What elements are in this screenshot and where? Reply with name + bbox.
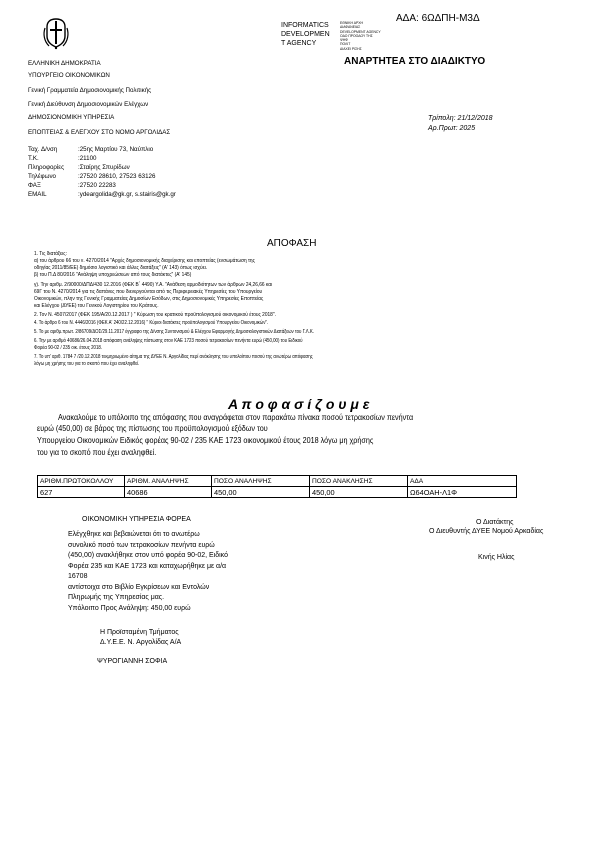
- ida-small-line: ΟΔΟ ΠΡΟΟΔΟΥ ΤΗΣ: [340, 33, 373, 38]
- consideration-line: οδηγίας 2011/85/ΕΕ) δημόσιο λογιστικό και άλλες διατάξεις" (Α' 143) όπως ισχύει.: [34, 265, 208, 271]
- table-header-cell: ΑΡΙΘΜ.ΠΡΩΤΟΚΟΛΛΟΥ: [38, 476, 125, 487]
- table-cell: Ω64ΟΑΗ-Λ1Φ: [408, 487, 517, 498]
- consideration-line: 4. Το άρθρο 6 του Ν. 4446/2016 (ΦΕΚ Α' 240/22.12.2016) " Κύριοι διατάκτες προϋπολογισμού Υπουργείου Οικονομικών".: [34, 320, 269, 326]
- date-line: Τρίπολη: 21/12/2018: [428, 115, 493, 122]
- signer-name: Κινής Ηλίας: [478, 554, 515, 561]
- ida-small-line: DEVELOPMENT AGENCY: [340, 29, 381, 34]
- contact-row: EMAIL :ydeargolida@gk.gr, s.stairis@gk.gr: [28, 191, 176, 198]
- service-line: συνολικό ποσό των τετρακοσίων πενήντα ευρώ: [68, 541, 215, 549]
- head-role: Δ.Υ.Ε.Ε. Ν. Αργολίδας Α/Α: [100, 639, 182, 646]
- consideration-line: 5. Το με αριθμ.πρωτ. 2/86709/ΔΟΣ/29.11.2017 έγγραφο της Δ/νσης Συντονισμού & Ελέγχου Εφαρμογής Δημοσιολογιστικών Διατάξεων του Γ.Λ.Κ.: [34, 329, 315, 335]
- considerations-block: [34, 251, 276, 319]
- table-cell: 627: [38, 487, 125, 498]
- signer-role: Ο Διευθυντής ΔΥΕΕ Νομού Αρκαδίας: [429, 528, 544, 535]
- consideration-line: 6. Την με αριθμό 40686/26.04.2018 απόφαση ανάληψης πίστωσης στον ΚΑΕ 1723 ποσού τετρακοσίων πενήντα ευρώ (450,00) του Ειδικού: [34, 338, 303, 344]
- consideration-line: λόγω μη χρήσης του για το σκοπό που έχει αναληφθεί.: [34, 361, 140, 367]
- header-line: ΕΠΟΠΤΕΙΑΣ & ΕΛΕΓΧΟΥ ΣΤΟ ΝΟΜΟ ΑΡΓΟΛΙΔΑΣ: [28, 129, 171, 136]
- service-line: 16708: [68, 573, 88, 580]
- posted-label: ΑΝΑΡΤΗΤΕΑ ΣΤΟ ΔΙΑΔΙΚΤΥΟ: [344, 56, 486, 67]
- consideration-line: Φορέα 90-02 / 235 οικ. έτους 2018.: [34, 345, 103, 351]
- table-header-cell: ΑΡΙΘΜ. ΑΝΑΛΗΨΗΣ: [125, 476, 212, 487]
- consideration-line: γ). Την αριθμ. 2/90000/ΔΠΔ/430 12.2016 (ΦΕΚ Β΄ 4490) Υ.Α. "Ανάθεση αρμοδιότητων των άρθρων 24,26,66 και: [34, 282, 273, 288]
- consideration-line: Οικονομικών, πλην της Γενικής Γραμματείας Δημοσίων Εσόδων, στις Δημοσιονομικές Υπηρεσίες Εποπτείας: [34, 296, 264, 302]
- table-header-row: [38, 476, 517, 487]
- ida-small-line: ΔΙΑΦΑΝΕΙΑΣ: [340, 25, 361, 30]
- decide-line: ευρώ (450,00) σε βάρος της πίστωσης του προϋπολογισμού εξόδων του: [37, 424, 268, 433]
- ada-code: ΑΔΑ: 6ΩΔΠΗ-Μ3Δ: [396, 13, 480, 24]
- head-role: Η Προϊσταμένη Τμήματος: [100, 629, 179, 636]
- table-header-cell: ΠΟΣΟ ΑΝΑΛΗΨΗΣ: [212, 476, 310, 487]
- table-cell: 40686: [125, 487, 212, 498]
- ida-line: T AGENCY: [281, 40, 317, 47]
- ida-small-line: ΔΙΑΧΕΙ ΡΙΣΗΣ: [340, 46, 362, 51]
- contact-row: Ταχ. Δ/νση :25ης Μαρτίου 73, Ναύπλιο: [28, 146, 154, 153]
- service-line: (450,00) ανακλήθηκε στον υπό φορέα 90-02, Ειδικό: [68, 552, 228, 559]
- contact-row: Τ.Κ. :21100: [28, 155, 97, 162]
- considerations-block-2: [34, 320, 314, 368]
- service-block: [68, 530, 228, 614]
- contact-block: [28, 146, 176, 200]
- table-row: [38, 487, 517, 498]
- header-left: [28, 60, 170, 141]
- consideration-line: 69Γ του Ν. 4270/2014 για τις δαπάνες που διενεργούνται από τις Περιφερειακές Υπηρεσίες του Υπουργείου: [34, 289, 263, 295]
- ida-small-line: ΨΗΦ: [340, 38, 348, 43]
- ida-small-line: ΠΟΛΙΤ: [340, 42, 351, 47]
- decide-heading: Α π ο φ α σ ί ζ ο υ μ ε: [228, 396, 370, 412]
- header-line: Γενική Διεύθυνση Δημοσιονομικών Ελέγχων: [28, 101, 149, 108]
- ida-line: DEVELOPMEN: [281, 31, 330, 38]
- ida-small-print: [340, 21, 381, 51]
- consideration-line: 1. Τις διατάξεις:: [34, 251, 67, 257]
- service-line: Ελέγχθηκε και βεβαιώνεται ότι το ανωτέρω: [68, 531, 200, 538]
- ida-line: INFORMATICS: [281, 22, 329, 29]
- head-name: ΨΥΡΟΓΙΑΝΝΗ ΣΟΦΙΑ: [97, 658, 168, 665]
- consideration-line: 2. Τον Ν. 4507/2017 (ΦΕΚ 195/Α/20.12.2017 ) " Κύρωση του κρατικού προϋπολογισμού οικονομικού έτους 2018".: [34, 312, 276, 318]
- service-line: Πληρωμής της Υπηρεσίας μας.: [68, 594, 165, 601]
- table-header-cell: ΠΟΣΟ ΑΝΑΚΛΗΣΗΣ: [310, 476, 408, 487]
- decide-line: Ανακαλούμε το υπόλοιπο της απόφασης που αναγράφεται στον παρακάτω πίνακα ποσού τετρακοσίων πενήντα: [58, 413, 414, 422]
- service-line: αντίστοιχα στο Βιβλίο Εγκρίσεων και Εντολών: [68, 583, 210, 591]
- ida-small-line: ΕΘΝΙΚΗ ΑΡΧΗ: [340, 21, 363, 25]
- protocol-line: Αρ.Πρωτ: 2025: [428, 125, 476, 132]
- header-line: ΕΛΛΗΝΙΚΗ ΔΗΜΟΚΡΑΤΙΑ: [28, 60, 101, 67]
- consideration-line: 7. Το υπ' αριθ. 1784 7 /20.12.2018 τεκμηριωμένο αίτημα της ΔΥΕΕ Ν. Αργολίδας περί ανάκλησης του υπολοίπου ποσού της ανωτέρω απόφασης: [34, 354, 313, 360]
- decide-line: Υπουργείου Οικονομικών Ειδικός φορέας 90-02 / 235 ΚΑΕ 1723 οικονομικού έτους 2018 λόγω μη χρήσης: [37, 436, 374, 445]
- service-line: Φορέα 235 και ΚΑΕ 1723 και καταχωρήθηκε με α/α: [68, 562, 227, 570]
- header-line: ΥΠΟΥΡΓΕΙΟ ΟΙΚΟΝΟΜΙΚΩΝ: [28, 72, 110, 79]
- contact-row: Τηλέφωνο :27520 28610, 27523 63126: [28, 173, 156, 180]
- consideration-line: β) του Π.Δ 80/2016 "Ανάληψη υποχρεώσεων από τους διατάκτες" (Α' 145): [34, 272, 192, 278]
- contact-row: ΦΑΞ :27520 22283: [28, 182, 116, 189]
- signer-role: Ο Διατάκτης: [476, 519, 514, 526]
- service-title: ΟΙΚΟΝΟΜΙΚΗ ΥΠΗΡΕΣΙΑ ΦΟΡΕΑ: [82, 516, 191, 523]
- service-line: Υπόλοιπο Προς Ανάληψη: 450,00 ευρώ: [68, 604, 191, 612]
- decision-title: ΑΠΟΦΑΣΗ: [267, 238, 317, 249]
- header-line: ΔΗΜΟΣΙΟΝΟΜΙΚΗ ΥΠΗΡΕΣΙΑ: [28, 114, 115, 121]
- ida-agency-label: [281, 21, 330, 48]
- table-cell: 450,00: [212, 487, 310, 498]
- consideration-line: α) του άρθρου 66 του ν. 4270/2014 "Αρχές δημοσιονομικής διαχείρισης και εποπτείας (ενσωμάτωση της: [34, 258, 255, 264]
- decision-table: [37, 475, 517, 498]
- decide-line: του για το σκοπό που έχει αναληφθεί.: [37, 448, 157, 457]
- contact-row: Πληροφορίες :Σταίρης Σπυρίδων: [28, 164, 130, 171]
- header-line: Γενική Γραμματεία Δημοσιονομικής Πολιτικής: [28, 87, 152, 94]
- table-header-cell: ΑΔΑ: [408, 476, 517, 487]
- table-cell: 450,00: [310, 487, 408, 498]
- greek-coat-of-arms-icon: [42, 16, 70, 50]
- consideration-line: και Ελέγχου (ΔΥΕΕ) του Γενικού Λογιστηρίου του Κράτους.: [34, 303, 159, 309]
